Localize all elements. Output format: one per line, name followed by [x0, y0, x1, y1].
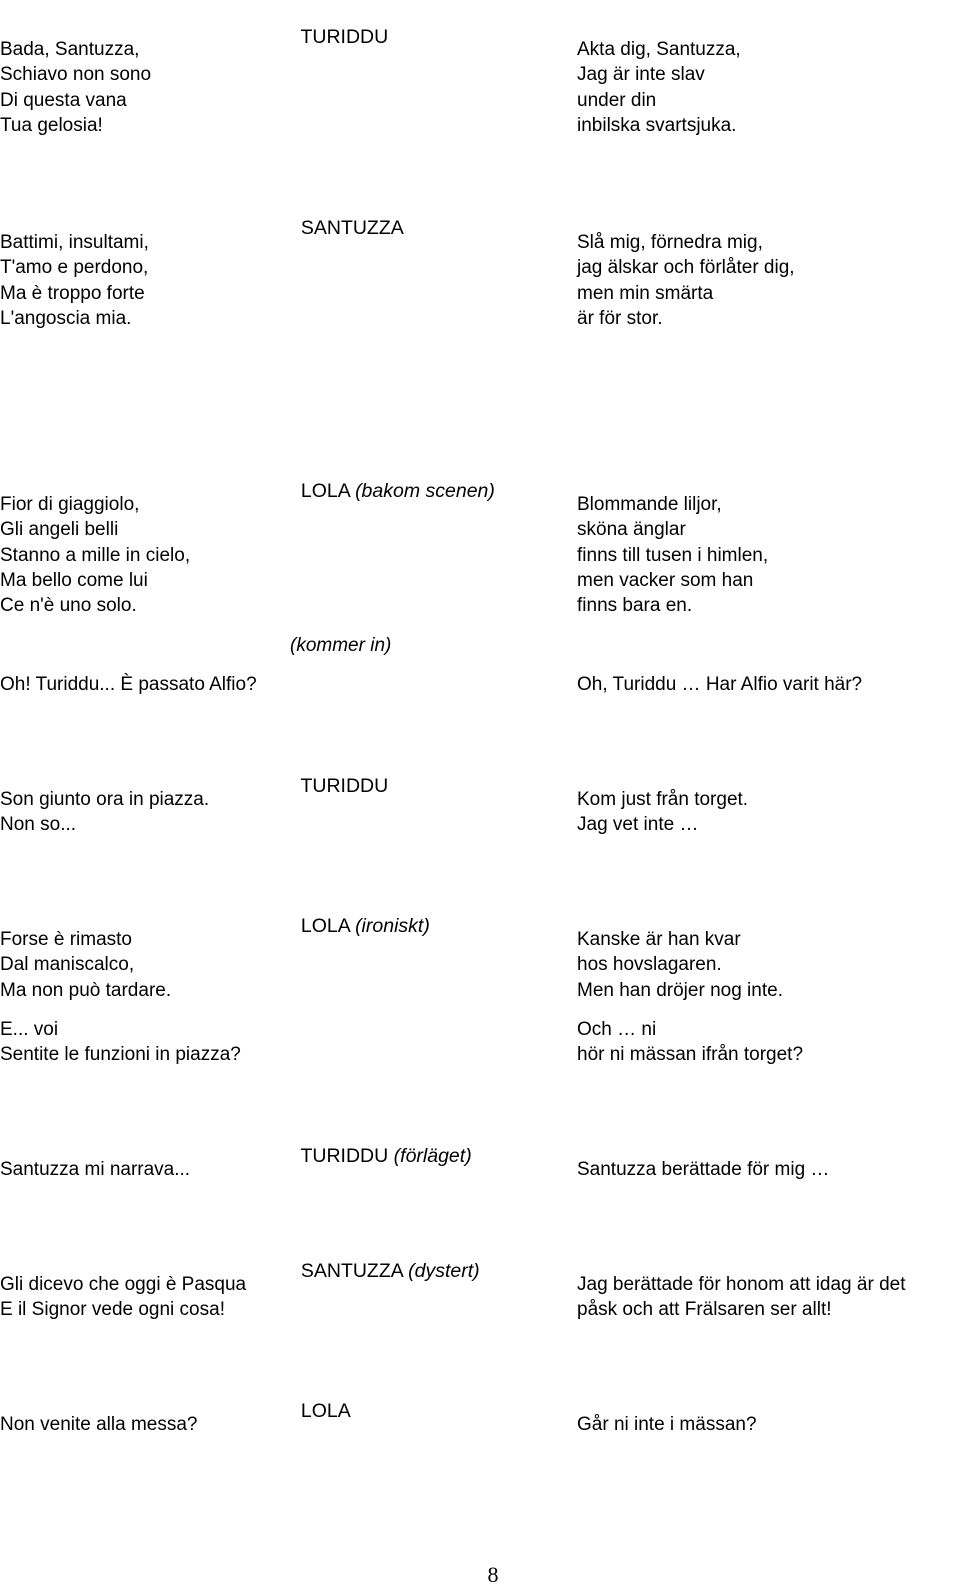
verse-line: T'amo e perdono, — [0, 257, 149, 279]
swedish-verse — [577, 230, 795, 331]
speaker-name: LOLA — [300, 480, 350, 502]
speaker-heading — [290, 191, 404, 241]
speaker-name: SANTUZZA — [300, 217, 404, 239]
swedish-verse — [577, 1272, 906, 1323]
verse-line: Jag berättade för honom att idag är det — [577, 1274, 906, 1295]
swedish-verse — [577, 672, 862, 697]
speaker-name: LOLA — [300, 915, 350, 937]
swedish-verse — [577, 1157, 829, 1182]
verse-line: Gli dicevo che oggi è Pasqua — [0, 1274, 247, 1295]
speaker-name: SANTUZZA — [300, 1260, 403, 1282]
italian-verse — [0, 787, 209, 838]
stage-direction: (förläget) — [393, 1145, 472, 1167]
verse-line: Men han dröjer nog inte. — [577, 979, 783, 1001]
verse-line: Bada, Santuzza, — [0, 39, 140, 60]
stage-direction: (ironiskt) — [355, 915, 430, 937]
verse-line: Jag är inte slav — [577, 64, 705, 86]
verse-line: jag älskar och förlåter dig, — [577, 257, 795, 279]
verse-line: Santuzza berättade för mig … — [577, 1159, 830, 1180]
stage-direction: (bakom scenen) — [355, 480, 495, 502]
verse-line: Gli angeli belli — [0, 519, 119, 541]
verse-line: Battimi, insultami, — [0, 232, 149, 253]
stage-direction: (dystert) — [408, 1260, 480, 1282]
swedish-verse — [577, 37, 741, 138]
swedish-verse — [577, 927, 783, 1003]
verse-line: Ma bello come lui — [0, 569, 148, 591]
stage-direction: (kommer in) — [290, 635, 392, 656]
verse-line: Kom just från torget. — [577, 789, 749, 810]
verse-line: hos hovslagaren. — [577, 954, 722, 976]
verse-line: Non venite alla messa? — [0, 1414, 198, 1435]
verse-line: men vacker som han — [577, 569, 754, 591]
verse-line: Schiavo non sono — [0, 64, 152, 86]
speaker-heading — [290, 1234, 480, 1284]
swedish-verse — [577, 492, 768, 618]
speaker-name: LOLA — [300, 1400, 351, 1422]
italian-verse — [0, 1157, 190, 1182]
verse-line: sköna änglar — [577, 519, 686, 541]
italian-verse — [0, 37, 151, 138]
verse-line: Slå mig, förnedra mig, — [577, 232, 763, 253]
verse-line: E... voi — [0, 1019, 59, 1040]
italian-verse — [0, 927, 171, 1003]
verse-line: Forse è rimasto — [0, 929, 132, 950]
verse-line: Stanno a mille in cielo, — [0, 544, 191, 566]
italian-verse — [0, 230, 149, 331]
verse-line: Santuzza mi narrava... — [0, 1159, 191, 1180]
italian-verse — [0, 1017, 241, 1068]
verse-line: inbilska svartsjuka. — [577, 114, 737, 136]
swedish-verse — [577, 1412, 757, 1437]
verse-line: Och … ni — [577, 1019, 657, 1040]
verse-line: Fior di giaggiolo, — [0, 494, 140, 515]
verse-line: Sentite le funzioni in piazza? — [0, 1044, 241, 1066]
verse-line: Di questa vana — [0, 89, 127, 111]
verse-line: Oh! Turiddu... È passato Alfio? — [0, 674, 257, 695]
speaker-name: TURIDDU — [300, 1145, 389, 1167]
verse-line: är för stor. — [577, 307, 663, 329]
italian-verse — [0, 1412, 198, 1437]
verse-line: Tua gelosia! — [0, 114, 103, 136]
verse-line: under din — [577, 89, 657, 111]
verse-line: Ma non può tardare. — [0, 979, 172, 1001]
italian-verse — [0, 492, 190, 618]
speaker-heading — [290, 1119, 472, 1169]
verse-line: Går ni inte i mässan? — [577, 1414, 757, 1435]
italian-verse — [0, 1272, 246, 1323]
speaker-heading — [290, 889, 430, 939]
verse-line: hör ni mässan ifrån torget? — [577, 1044, 804, 1066]
verse-line: Non so... — [0, 814, 77, 836]
verse-line: Kanske är han kvar — [577, 929, 741, 950]
speaker-heading — [290, 1374, 351, 1424]
speaker-heading — [290, 749, 388, 799]
swedish-verse — [577, 1017, 803, 1068]
verse-line: men min smärta — [577, 282, 714, 304]
verse-line: Akta dig, Santuzza, — [577, 39, 741, 60]
verse-line: Son giunto ora in piazza. — [0, 789, 210, 810]
verse-line: Dal maniscalco, — [0, 954, 135, 976]
verse-line: finns till tusen i himlen, — [577, 544, 769, 566]
speaker-name: TURIDDU — [300, 775, 389, 797]
italian-verse — [0, 672, 257, 697]
verse-line: Jag vet inte … — [577, 814, 699, 836]
verse-line: Blommande liljor, — [577, 494, 722, 515]
swedish-verse — [577, 787, 748, 838]
speaker-heading — [290, 0, 388, 50]
verse-line: L'angoscia mia. — [0, 307, 132, 329]
verse-line: finns bara en. — [577, 595, 693, 617]
verse-line: Oh, Turiddu … Har Alfio varit här? — [577, 674, 863, 695]
speaker-heading — [290, 454, 495, 504]
verse-line: Ce n'è uno solo. — [0, 595, 137, 617]
verse-line: påsk och att Frälsaren ser allt! — [577, 1299, 832, 1321]
page-number: 8 — [487, 1562, 499, 1587]
speaker-name: TURIDDU — [300, 26, 389, 48]
verse-line: E il Signor vede ogni cosa! — [0, 1299, 225, 1321]
verse-line: Ma è troppo forte — [0, 282, 145, 304]
